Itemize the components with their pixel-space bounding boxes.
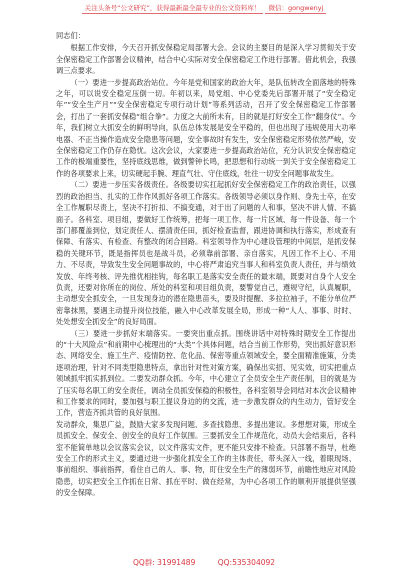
- paragraph-continuation: 发动群众，集思广益，鼓励大家多发现问题、多查找隐患、多提出建议。多想想对策，形成全员抓安全、保安全、创安全的良好工作氛围。三要抓安全工作规范化，动员大会结束后，各科室不能简单地以会议落实会议，以文件落实文件，更不能只安排不检查。只部署不指导，杜绝安全工作的形式主义，要通过进一步强化抓安全工作的主体责任，带头深入一线，着眼现场、事前组织、事前指挥，看住自己的人、事、物，盯住安全生产的薄弱环节，前瞻性地应对风险隐患，切实把安全工作抓在日常、抓在平时、做在经常，为中心各项工作的顺利开展提供坚强的安全保障。: [56, 419, 356, 498]
- document-body: [56, 30, 356, 499]
- header-banner: [0, 4, 408, 14]
- paragraph-point-three: （三）要进一步抓好末端落实。一要突出重点抓。围绕讲话中对特殊时期安全工作提出的“十大风险点”和前期中心梳理出的“大类”个具体问题，结合当前工作形势，突出抓好意识形态、网络安全、施工生产、疫情防控、危化品、保密等重点领域安全，要全面精准施策，分类逐项治理，针对不同类型隐患特点，拿出针对性对策方案，确保出实招、见实效，切实把重点领域抓牢抓实抓到位。二要发动群众抓。今年，中心建立了全员安全生产责任制，目的就是为了压实每名职工的安全责任，调动全员抓安保稳的积极性，各科室领导会同结对本次会议精神和工作要求的同时，要加强与职工提议身边的的交流，进一步激发群众的内生动力，管好安全工作，营造齐抓共管的良好氛围。: [56, 328, 356, 418]
- salutation: 同志们：: [56, 31, 85, 40]
- paragraph-intro: 根据工作安排，今天召开抓安保稳定局部署大会。会议的主要目的是深入学习贯彻关于安全保密稳定工作部署会议精神，结合中心实际对安全保密稳定工作进行部署。借此机会，我强调三点要求。: [56, 43, 356, 76]
- wechat-id: 微信：gongwenyj: [265, 4, 326, 14]
- footer-qq-group: QQ群: 31991489: [132, 558, 196, 567]
- paragraph-point-two: （二）要进一步压实各级责任。各级要切实扛起抓好安全保密稳定工作的政治责任，以强烈的政治担当、扎实的工作作风抓好各项工作落实。各级领导必须以身作则、身先士卒，在安全工作履职尽责上，坚决不打折扣、不搞变通，对于出了问题的人和事，坚决不讲人情、不搞面子。各科室、项目组，要做好工作统筹，把每一项工作、每一片区域、每一件设备、每一个部门都覆盖到位，划定责任人、摆清责任田，抓好检查监督，跟进协调和执行落实，形成查有保障、有落实、有检查、有整改的闭合回路。科室领导作为中心建设管理的中间层，是抓安保稳的关键环节，既是指挥员也是战斗员，必须靠前部署、亲自落实，凡因工作不上心、不用力、不尽责，导致发生安全问题事故的，中心将严肃追究当事人和科室负责人责任，并与绩效发放、年终考核、评先推优相挂钩，每名职工是落实安全责任的最末端，既要对自身个人安全负责，还要对你所在的岗位、所处的科室和项目组负责，要警觉自己，遵规守纪，认真履职，主动想安全抓安全，一旦发现身边的潜在隐患苗头，要及时提醒、多拉拉袖子，不能分单位严密靠抹黑，要遇主动提升岗位技能，融入中心改革发展全局，形成一种“人人、事事、时时、处处想安全抓安全”的良好局面。: [56, 180, 356, 327]
- paragraph-point-one: （一）要进一步提高政治站位。今年是党和国家的政治大年，是队伍转改全面落地的特殊之年，可以说安全稳定压倒一切。年初以来，局党组、中心党委先后部署开展了“安全稳定年”“安全生产月”“安全保密稳定专项行动计划”等系列活动，召开了安全保密稳定工作部署会，打出了一套抓安保稳“组合拳”。力度之大前所未有，目的就是打好安全工作“翻身仗”。今年，我们树立大抓安全的鲜明导向，队伍总体发展是安全平稳的，但也出现了违规使用大功率电器、不正当操作造成安全隐患等问题，安全事故时有发生，安全保密稳定形势依然严峻，安全保密稳定工作仍存在隐忧。这次会议，大家要进一步提高政治站位，充分认识安全保密稳定工作的极端重要性，坚持底线思维，做到警钟长鸣，把思想和行动统一到关于安全保密稳定工作的各项要求上来，切实硬起手腕、理直气壮、守住底线，牡往一切安全问题事故发生。: [56, 77, 356, 178]
- footer-contact: [0, 557, 408, 568]
- follow-notice: 关注头条号“公文研究”，获得最新最全最专业的公文资料库！: [82, 4, 264, 14]
- footer-qq: QQ:535304092: [217, 558, 276, 567]
